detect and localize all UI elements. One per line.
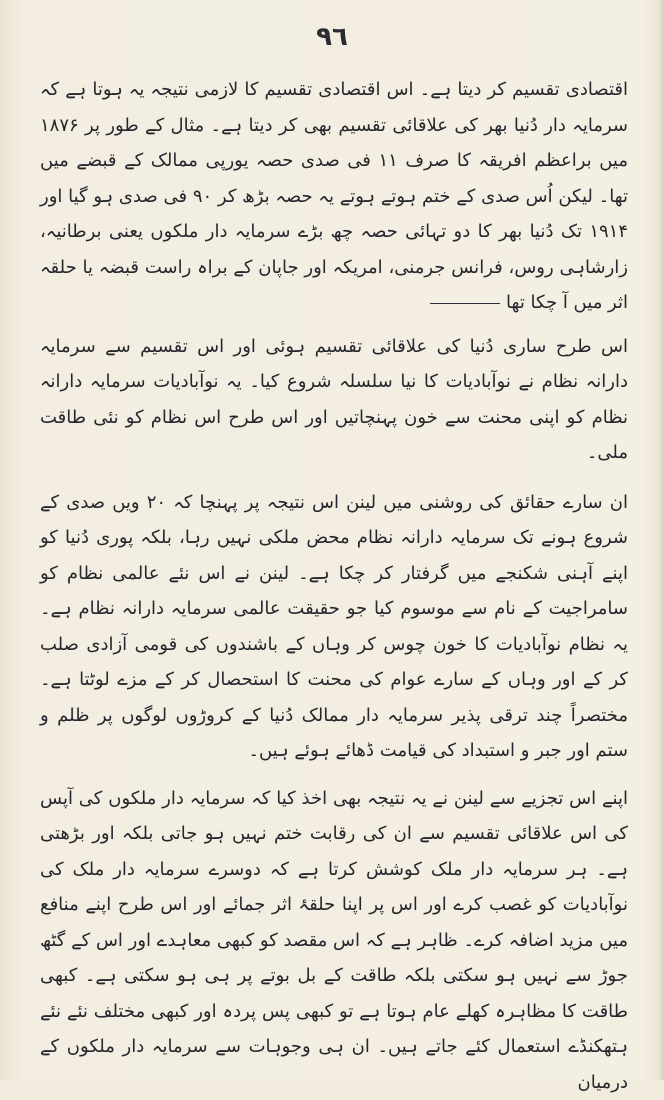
page-number: ٩٦: [0, 22, 664, 52]
paragraph-1-text: اقتصادی تقسیم کر دیتا ہے۔ اس اقتصادی تقسیم کا لازمی نتیجہ یہ ہوتا ہے کہ سرمایہ دار دُنیا بھر کی علاقائی تقسیم بھی کر دیتا ہے۔ مثال کے طور پر ۱۸۷۶ میں براعظم افریقہ کا صرف ۱۱ فی صدی حصہ یورپی ممالک کے قبضے میں تھا۔ لیکن اُس صدی کے ختم ہوتے ہوتے یہ حصہ بڑھ کر ۹۰ فی صدی ہو گیا اور ۱۹۱۴ تک دُنیا بھر کا دو تہائی حصہ چھ بڑے سرمایہ دار ملکوں یعنی برطانیہ، زارشاہی روس، فرانس جرمنی، امریکہ اور جاپان کے براہ راست قبضہ یا حلقہ اثر میں آ چکا تھا: [40, 79, 628, 313]
section-rule: [430, 303, 500, 304]
page-edge-shadow: [658, 0, 664, 1080]
paragraph-2: اس طرح ساری دُنیا کی علاقائی تقسیم ہوئی اور اس تقسیم سے سرمایہ دارانہ نظام نے نوآبادیات کا نیا سلسلہ شروع کیا۔ یہ نوآبادیات سرمایہ دارانہ نظام کو اپنی محنت سے خون پہنچاتیں اور اس طرح اس نظام کو نئی طاقت ملی۔: [40, 329, 628, 471]
paragraph-1: [40, 72, 628, 321]
paragraph-4: اپنے اس تجزیے سے لینن نے یہ نتیجہ بھی اخذ کیا کہ سرمایہ دار ملکوں کی آپس کی اس علاقائی تقسیم سے ان کی رقابت ختم نہیں ہو جاتی بلکہ اور بڑھتی ہے۔ ہر سرمایہ دار ملک کوشش کرتا ہے کہ دوسرے سرمایہ دار ملک کی نوآبادیات کو غصب کرے اور اس پر اپنا حلقۂ اثر جمائے اور اس طرح اپنے منافع میں مزید اضافہ کرے۔ ظاہر ہے کہ اس مقصد کو کبھی معاہدے اور اس کے گٹھ جوڑ سے نہیں ہو سکتی بلکہ طاقت کے بل بوتے پر ہی ہو سکتی ہے۔ کبھی طاقت کا مظاہرہ کھلے عام ہوتا ہے تو کبھی پس پردہ اور کبھی مختلف نئے نئے ہتھکنڈے استعمال کئے جاتے ہیں۔ ان ہی وجوہات سے سرمایہ دار ملکوں کے درمیان: [40, 781, 628, 1100]
page-body: [40, 72, 628, 1100]
paragraph-3: ان سارے حقائق کی روشنی میں لینن اس نتیجہ پر پہنچا کہ ۲۰ ویں صدی کے شروع ہونے تک سرمایہ دارانہ نظام محض ملکی نہیں رہا، بلکہ پوری دُنیا کو اپنے آہنی شکنجے میں گرفتار کر چکا ہے۔ لینن نے اس نئے عالمی نظام کو سامراجیت کے نام سے موسوم کیا جو حقیقت عالمی سرمایہ دارانہ نظام ہے۔ یہ نظام نوآبادیات کا خون چوس کر وہاں کے باشندوں کی قومی آزادی صلب کر کے اور وہاں کے سارے عوام کی محنت کا استحصال کر کے مزے لوٹتا ہے۔ مختصراً چند ترقی پذیر سرمایہ دار ممالک دُنیا کے کروڑوں لوگوں پر ظلم و ستم اور جبر و استبداد کی قیامت ڈھائے ہوئے ہیں۔: [40, 485, 628, 769]
